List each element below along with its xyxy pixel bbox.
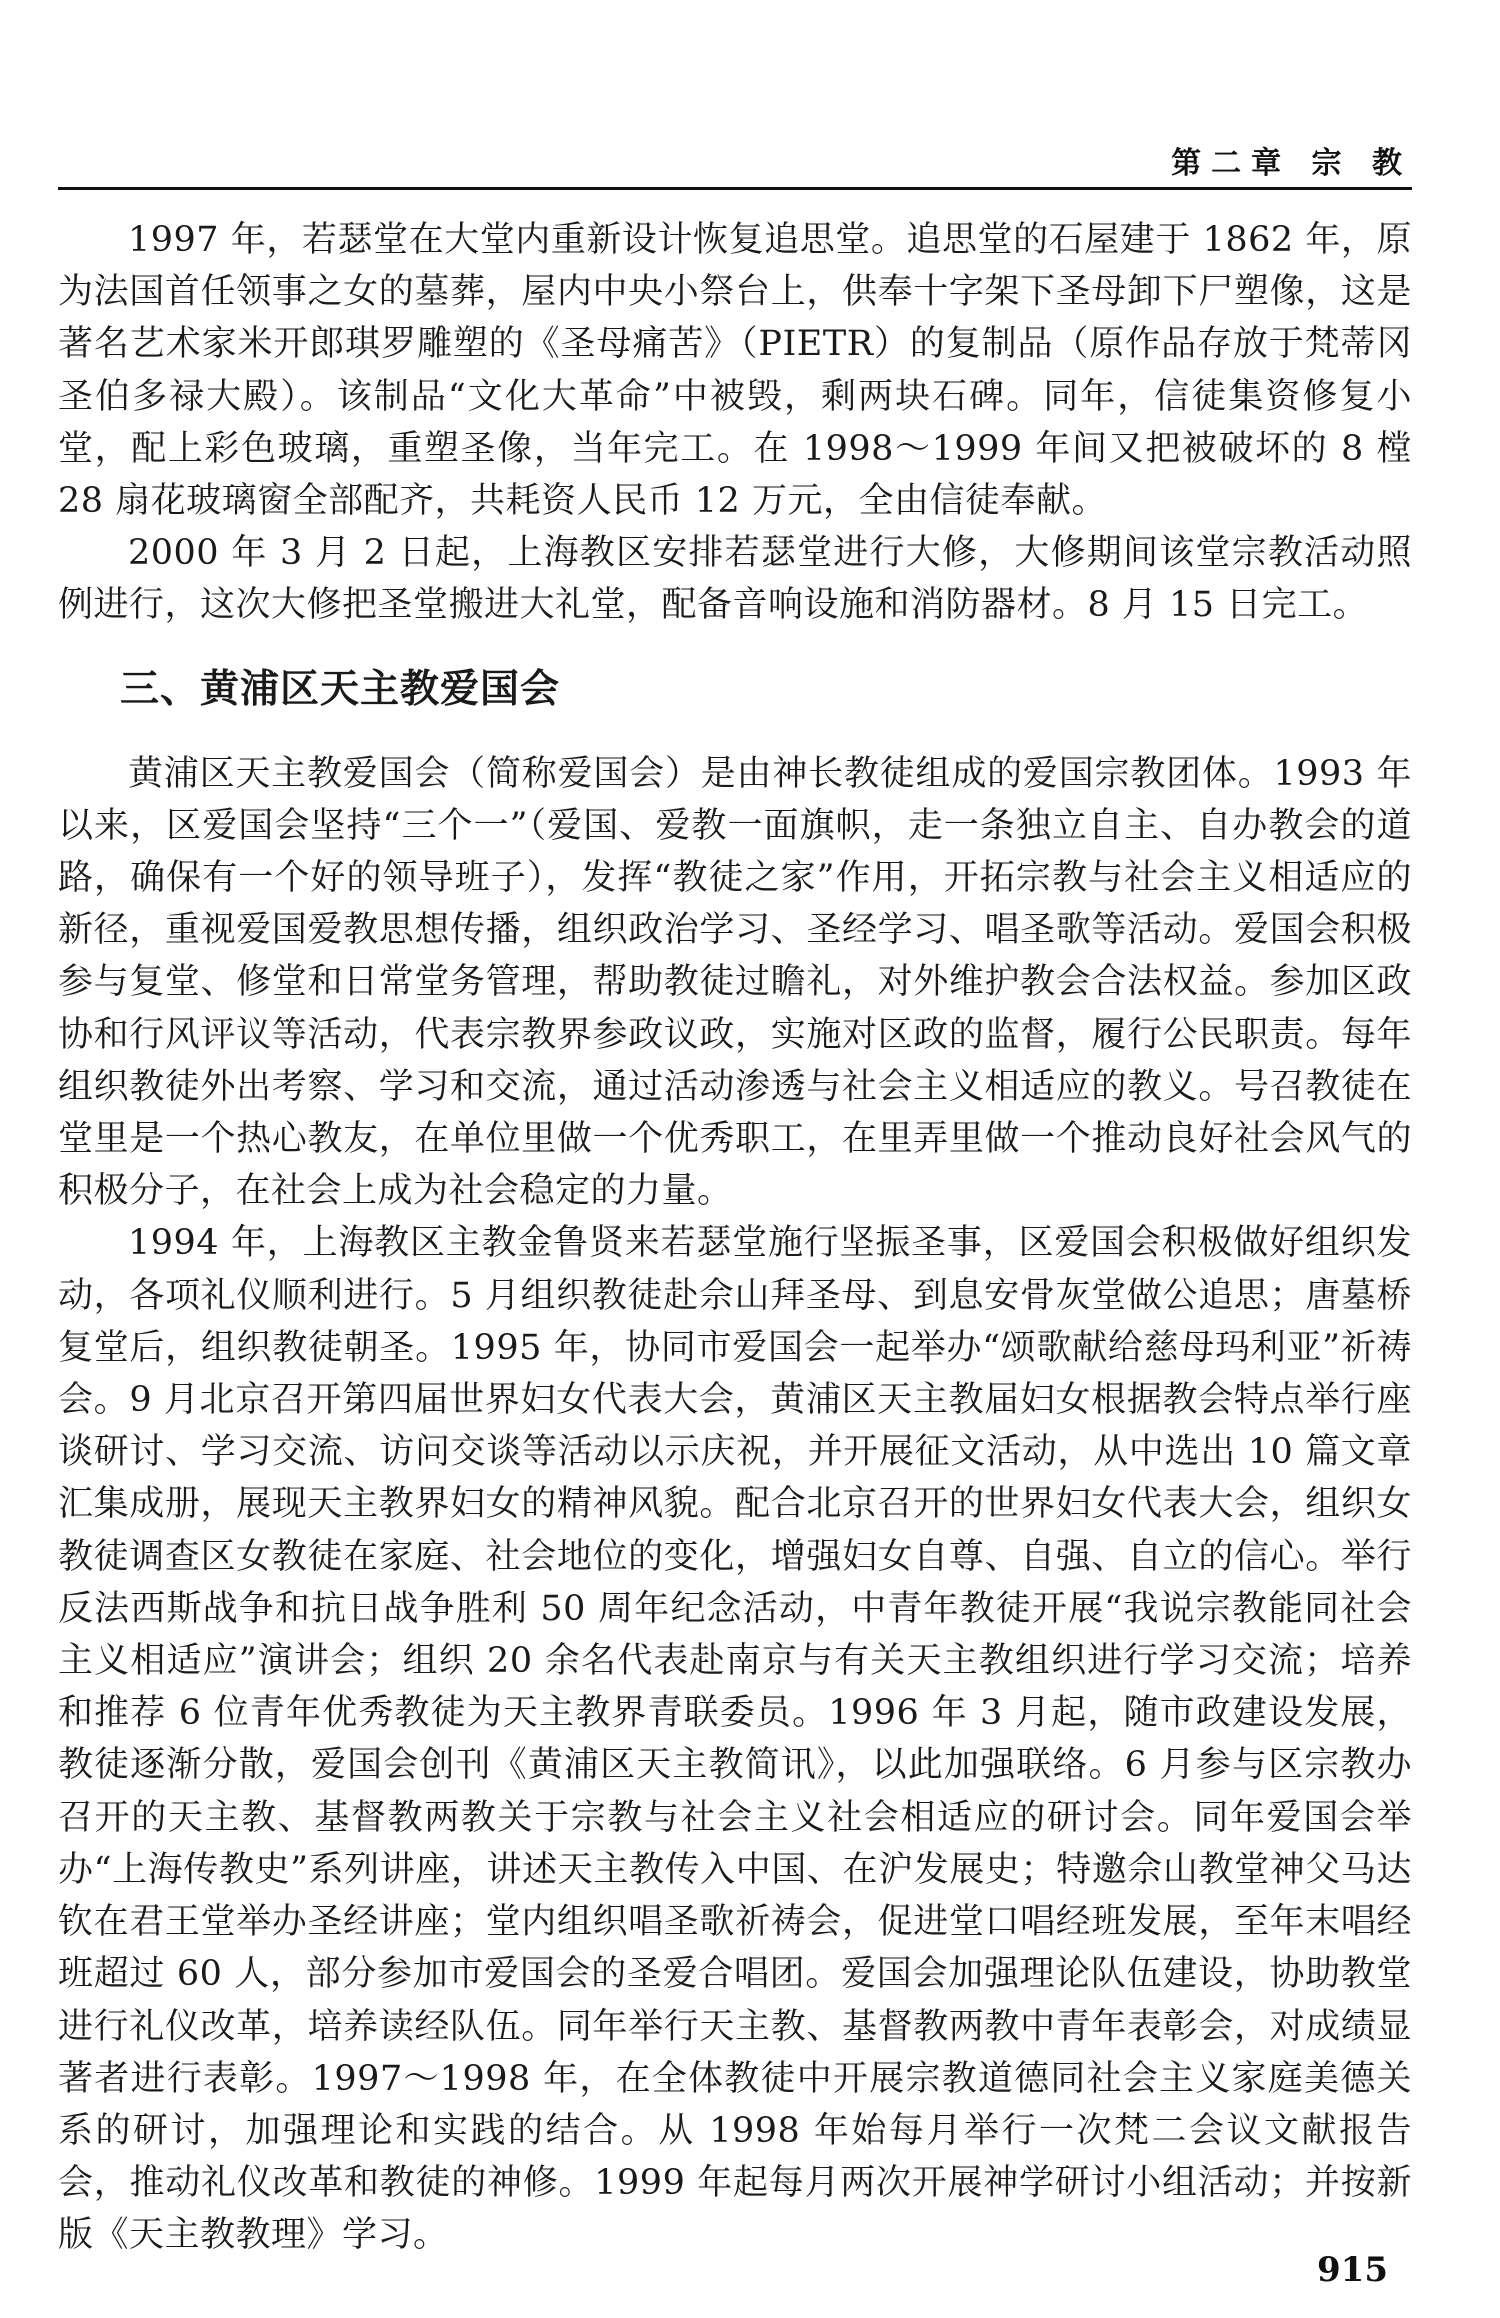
paragraph-zhuisitang: 1997 年，若瑟堂在大堂内重新设计恢复追思堂。追思堂的石屋建于 1862 年，原为法国首任领事之女的墓葬，屋内中央小祭台上，供奉十字架下圣母卸下尸塑像，这是著名艺术家米开郎琪罗雕塑的《圣母痛苦》（PIETR）的复制品（原作品存放于梵蒂冈圣伯多禄大殿）。该制品“文化大革命”中被毁，剩两块石碑。同年，信徒集资修复小堂，配上彩色玻璃，重塑圣像，当年完工。在 1998～1999 年间又把被破坏的 8 樘 28 扇花玻璃窗全部配齐，共耗资人民币 12 万元，全由信徒奉献。 — [58, 220, 1412, 522]
paragraph-renovation-2000: 2000 年 3 月 2 日起，上海教区安排若瑟堂进行大修，大修期间该堂宗教活动照例进行，这次大修把圣堂搬进大礼堂，配备音响设施和消防器材。8 月 15 日完工。 — [58, 533, 1412, 626]
page-number: 915 — [1317, 2250, 1388, 2290]
header-rule — [58, 187, 1412, 190]
body-text — [58, 214, 1412, 2262]
section-heading: 三、黄浦区天主教爱国会 — [120, 666, 561, 712]
paragraph-patriotic-association: 黄浦区天主教爱国会（简称爱国会）是由神长教徒组成的爱国宗教团体。1993 年以来，区爱国会坚持“三个一”（爱国、爱教一面旗帜，走一条独立自主、自办教会的道路，确保有一个好的领导班子），发挥“教徒之家”作用，开拓宗教与社会主义相适应的新径，重视爱国爱教思想传播，组织政治学习、圣经学习、唱圣歌等活动。爱国会积极参与复堂、修堂和日常堂务管理，帮助教徒过瞻礼，对外维护教会合法权益。参加区政协和行风评议等活动，代表宗教界参政议政，实施对区政的监督，履行公民职责。每年组织教徒外出考察、学习和交流，通过活动渗透与社会主义相适应的教义。号召教徒在堂里是一个热心教友，在单位里做一个优秀职工，在里弄里做一个推动良好社会风气的积极分子，在社会上成为社会稳定的力量。 — [58, 753, 1412, 1212]
running-head: 第二章 宗 教 — [1171, 146, 1412, 181]
paragraph-activities-1994-1999: 1994 年，上海教区主教金鲁贤来若瑟堂施行坚振圣事，区爱国会积极做好组织发动，各项礼仪顺利进行。5 月组织教徒赴佘山拜圣母、到息安骨灰堂做公追思；唐墓桥复堂后，组织教徒朝圣。1995 年，协同市爱国会一起举办“颂歌献给慈母玛利亚”祈祷会。9 月北京召开第四届世界妇女代表大会，黄浦区天主教届妇女根据教会特点举行座谈研讨、学习交流、访问交谈等活动以示庆祝，并开展征文活动，从中选出 10 篇文章汇集成册，展现天主教界妇女的精神风貌。配合北京召开的世界妇女代表大会，组织女教徒调查区女教徒在家庭、社会地位的变化，增强妇女自尊、自强、自立的信心。举行反法西斯战争和抗日战争胜利 50 周年纪念活动，中青年教徒开展“我说宗教能同社会主义相适应”演讲会；组织 20 余名代表赴南京与有关天主教组织进行学习交流；培养和推荐 6 位青年优秀教徒为天主教界青联委员。1996 年 3 月起，随市政建设发展，教徒逐渐分散，爱国会创刊《黄浦区天主教简讯》，以此加强联络。6 月参与区宗教办召开的天主教、基督教两教关于宗教与社会主义社会相适应的研讨会。同年爱国会举办“上海传教史”系列讲座，讲述天主教传入中国、在沪发展史；特邀佘山教堂神父马达钦在君王堂举办圣经讲座；堂内组织唱圣歌祈祷会，促进堂口唱经班发展，至年末唱经班超过 60 人，部分参加市爱国会的圣爱合唱团。爱国会加强理论队伍建设，协助教堂进行礼仪改革，培养读经队伍。同年举行天主教、基督教两教中青年表彰会，对成绩显著者进行表彰。1997～1998 年，在全体教徒中开展宗教道德同社会主义家庭美德关系的研讨，加强理论和实践的结合。从 1998 年始每月举行一次梵二会议文献报告会，推动礼仪改革和教徒的神修。1999 年起每月两次开展神学研讨小组活动；并按新版《天主教教理》学习。 — [58, 1223, 1412, 2256]
